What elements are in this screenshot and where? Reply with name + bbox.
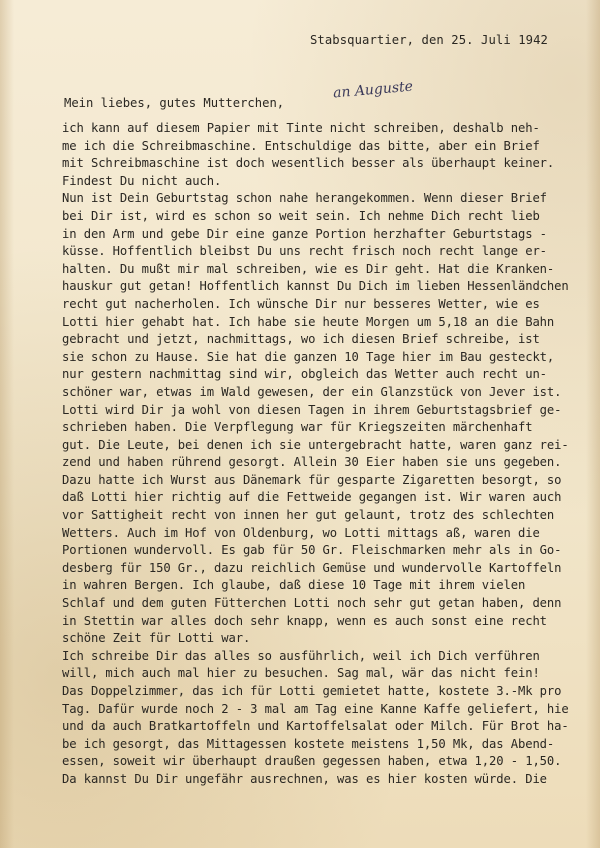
letter-line: schöner war, etwas im Wald gewesen, der ein Glanzstück von Jever ist. [62, 384, 562, 399]
letter-line: gebracht und jetzt, nachmittags, wo ich diesen Brief schreibe, ist [62, 332, 540, 347]
letter-line: be ich gesorgt, das Mittagessen kostete meistens 1,50 Mk, das Abend- [62, 736, 555, 751]
paper-edge-left [0, 0, 14, 848]
letter-line: Das Doppelzimmer, das ich für Lotti gemietet hatte, kostete 3.-Mk pro [62, 684, 562, 698]
letter-line: Dazu hatte ich Wurst aus Dänemark für gesparte Zigaretten besorgt, so [62, 472, 562, 487]
letter-line: hauskur gut getan! Hoffentlich kannst Du Dich im lieben Hessenländchen [62, 279, 569, 294]
letter-line: vor Sattigheit recht von innen her gut gelaunt, trotz des schlechten [62, 508, 555, 523]
letter-line: me ich die Schreibmaschine. Entschuldige das bitte, aber ein Brief [62, 138, 540, 153]
letter-line: Tag. Dafür wurde noch 2 - 3 mal am Tag eine Kanne Kaffe geliefert, hie [62, 701, 569, 716]
letter-line: zend und haben rührend gesorgt. Allein 30 Eier haben sie uns gegeben. [62, 455, 562, 470]
letter-line: Ich schreibe Dir das alles so ausführlich, weil ich Dich verführen [62, 648, 540, 663]
salutation: Mein liebes, gutes Mutterchen, [64, 96, 285, 110]
letter-line: recht gut nacherholen. Ich wünsche Dir nur besseres Wetter, wie es [62, 296, 540, 311]
letter-line: Portionen wundervoll. Es gab für 50 Gr. Fleischmarken mehr als in Go- [62, 543, 562, 558]
letter-line: Schlaf und dem guten Fütterchen Lotti noch sehr gut getan haben, denn [62, 596, 562, 611]
letter-line: schöne Zeit für Lotti war. [62, 631, 251, 646]
letter-line: Wetters. Auch im Hof von Oldenburg, wo Lotti mittags aß, waren die [62, 525, 540, 540]
date-line: Stabsquartier, den 25. Juli 1942 [310, 33, 548, 47]
letter-line: daß Lotti hier richtig auf die Fettweide gegangen ist. Wir waren auch [62, 490, 562, 505]
letter-line: desberg für 150 Gr., dazu reichlich Gemüse und wundervolle Kartoffeln [62, 560, 562, 575]
letter-line: Findest Du nicht auch. [62, 173, 222, 188]
letter-line: mit Schreibmaschine ist doch wesentlich besser als überhaupt keiner. [62, 156, 555, 171]
letter-line: halten. Du mußt mir mal schreiben, wie es Dir geht. Hat die Kranken- [62, 261, 555, 276]
letter-line: Nun ist Dein Geburtstag schon nahe herangekommen. Wenn dieser Brief [62, 191, 547, 206]
letter-line: Lotti wird Dir ja wohl von diesen Tagen in ihrem Geburtstagsbrief ge- [62, 402, 562, 417]
letter-line: will, mich auch mal hier zu besuchen. Sag mal, wär das nicht fein! [62, 666, 540, 681]
letter-line: nur gestern nachmittag sind wir, obgleich das Wetter auch recht un- [62, 367, 547, 382]
letter-line: sie schon zu Hause. Sie hat die ganzen 10 Tage hier im Bau gesteckt, [62, 349, 555, 364]
letter-body [62, 120, 600, 789]
letter-line: in den Arm und gebe Dir eine ganze Portion herzhafter Geburtstags - [62, 226, 547, 241]
letter-line: und da auch Bratkartoffeln und Kartoffelsalat oder Milch. Für Brot ha- [62, 719, 569, 734]
letter-line: küsse. Hoffentlich bleibst Du uns recht frisch noch recht lange er- [62, 244, 547, 259]
letter-line: ich kann auf diesem Papier mit Tinte nicht schreiben, deshalb neh- [62, 121, 540, 135]
letter-line: Lotti hier gehabt hat. Ich habe sie heute Morgen um 5,18 an die Bahn [62, 314, 555, 329]
letter-line: essen, soweit wir überhaupt draußen gegessen haben, etwa 1,20 - 1,50. [62, 754, 562, 769]
letter-line: in wahren Bergen. Ich glaube, daß diese 10 Tage mit ihrem vielen [62, 578, 526, 593]
letter-line: in Stettin war alles doch sehr knapp, wenn es auch sonst eine recht [62, 613, 547, 628]
letter-line: gut. Die Leute, bei denen ich sie untergebracht hatte, waren ganz rei- [62, 437, 569, 452]
letter-line: bei Dir ist, wird es schon so weit sein. Ich nehme Dich recht lieb [62, 208, 540, 223]
handwritten-note: an Auguste [332, 78, 414, 102]
letter-line: Da kannst Du Dir ungefähr ausrechnen, was es hier kosten würde. Die [62, 771, 547, 786]
letter-line: schrieben haben. Die Verpflegung war für Kriegszeiten märchenhaft [62, 420, 533, 435]
